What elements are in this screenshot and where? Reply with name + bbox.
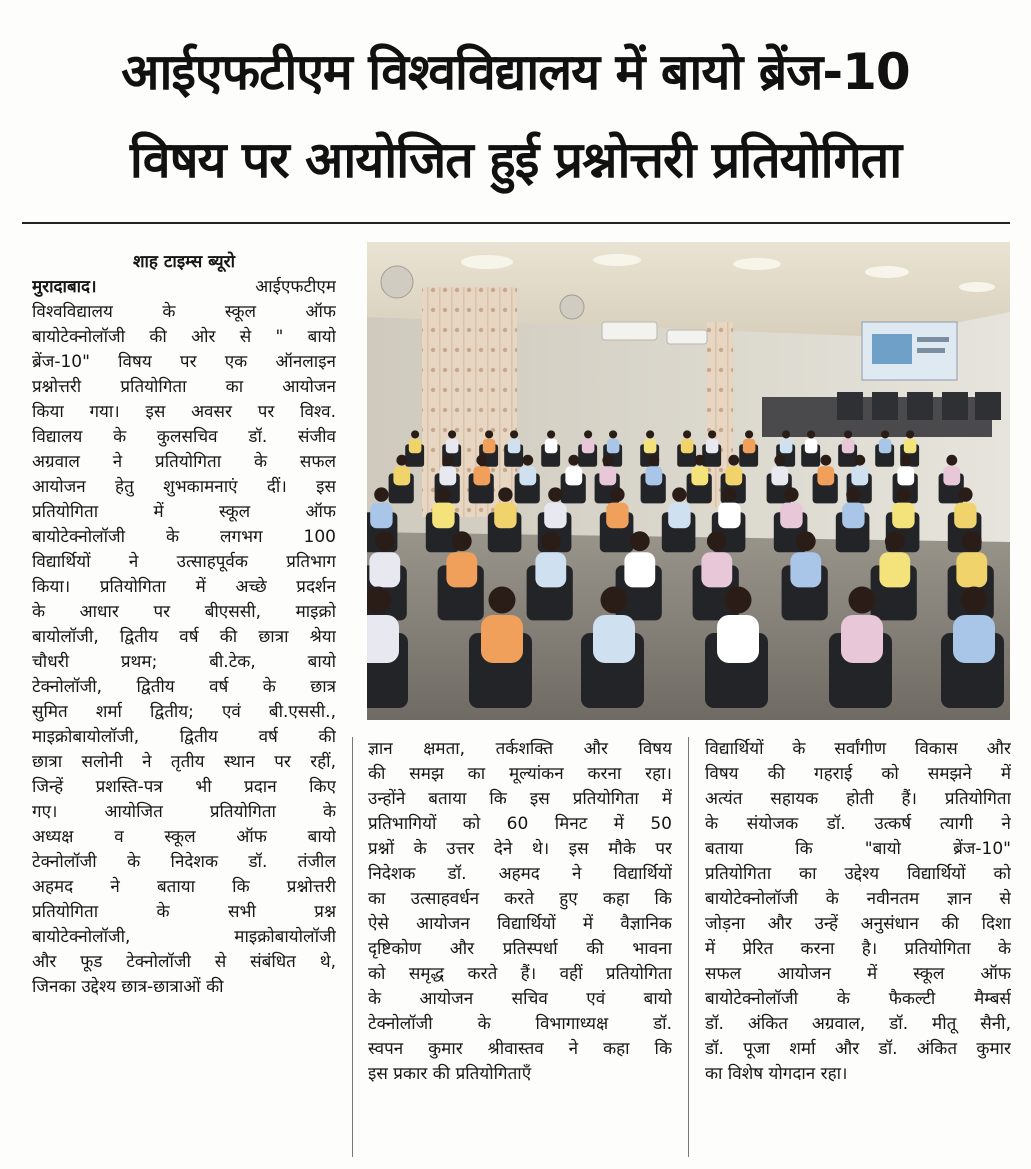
- byline: शाह टाइम्स ब्यूरो: [132, 252, 236, 272]
- article-line: जिनका उद्देश्य छात्र-छात्राओं की: [32, 977, 224, 997]
- headline-line-1: आईएफटीएम विश्वविद्यालय में बायो ब्रेंज-10: [121, 43, 910, 101]
- column-divider: [352, 737, 353, 1157]
- article-line: टेक्नोलॉजी के विभागाध्यक्ष डॉ.: [368, 1014, 672, 1034]
- article-line: उन्होंने बताया कि इस प्रतियोगिता में: [368, 789, 672, 809]
- article-line: चौधरी प्रथम; बी.टेक, बायो: [32, 652, 336, 672]
- article-line: प्रतियोगिता का उद्देश्य विद्यार्थियों को: [705, 864, 1011, 884]
- column-divider: [688, 737, 689, 1157]
- article-line: मुरादाबाद। आईएफटीएम: [32, 277, 336, 297]
- headline-rule: [22, 222, 1010, 224]
- column-2-text: [368, 737, 672, 1087]
- article-line: प्रतियोगिता के सभी प्रश्न: [32, 902, 336, 922]
- article-line: डॉ. अंकित अग्रवाल, डॉ. मीतू सैनी,: [705, 1014, 1011, 1034]
- column-1-text: [32, 275, 336, 1000]
- classroom-photo-illustration: [367, 242, 1010, 720]
- article-line: स्वपन कुमार श्रीवास्तव ने कहा कि: [368, 1039, 672, 1059]
- article-line: प्रतियोगिता में स्कूल ऑफ: [32, 502, 336, 522]
- article-line: प्रतिभागियों को 60 मिनट में 50: [368, 814, 672, 834]
- article-line: बताया कि "बायो ब्रेंज-10": [705, 839, 1011, 859]
- article-line: का विशेष योगदान रहा।: [705, 1064, 848, 1084]
- article-line: अहमद ने बताया कि प्रश्नोत्तरी: [32, 877, 336, 897]
- article-line: किया। प्रतियोगिता में अच्छे प्रदर्शन: [32, 577, 336, 597]
- article-line: निदेशक डॉ. अहमद ने विद्यार्थियों: [368, 864, 672, 884]
- article-line: जिन्हें प्रशस्ति-पत्र भी प्रदान किए: [32, 777, 336, 797]
- article-line: में प्रेरित करना है। प्रतियोगिता के: [705, 939, 1011, 959]
- article-line: ब्रेंज-10" विषय पर एक ऑनलाइन: [32, 352, 336, 372]
- article-line: और फूड टेक्नोलॉजी से संबंधित थे,: [32, 952, 336, 972]
- article-line: विश्वविद्यालय के स्कूल ऑफ: [32, 302, 336, 322]
- article-column-3: [705, 737, 1011, 1087]
- article-column-2: [368, 737, 672, 1087]
- article-line: के आयोजन सचिव एवं बायो: [368, 989, 672, 1009]
- article-line: बायोलॉजी, द्वितीय वर्ष की छात्रा श्रेया: [32, 627, 336, 647]
- event-photo: [367, 242, 1010, 720]
- article-line: ज्ञान क्षमता, तर्कशक्ति और विषय: [368, 739, 672, 759]
- column-3-text: [705, 737, 1011, 1087]
- article-line: इस प्रकार की प्रतियोगिताएँ: [368, 1064, 532, 1084]
- article-line: ऐसे आयोजन विद्यार्थियों में वैज्ञानिक: [368, 914, 672, 934]
- article-line: प्रश्नोत्तरी प्रतियोगिता का आयोजन: [32, 377, 336, 397]
- article-line: को समृद्ध करते हैं। वहीं प्रतियोगिता: [368, 964, 672, 984]
- article-line: अत्यंत सहायक होती हैं। प्रतियोगिता: [705, 789, 1011, 809]
- article-column-1: [32, 250, 336, 1000]
- article-line: विद्यार्थियों के सर्वांगीण विकास और: [705, 739, 1011, 759]
- article-line: विद्यार्थियों ने उत्साहपूर्वक प्रतिभाग: [32, 552, 336, 572]
- article-line: प्रश्नों के उत्तर देने थे। इस मौके पर: [368, 839, 672, 859]
- article-line: बायोटेक्नोलॉजी के फैकल्टी मैम्बर्स: [705, 989, 1011, 1009]
- article-line: दृष्टिकोण और प्रतिस्पर्धा की भावना: [368, 939, 672, 959]
- article-line: डॉ. पूजा शर्मा और डॉ. अंकित कुमार: [705, 1039, 1011, 1059]
- article-line: का उत्साहवर्धन करते हुए कहा कि: [368, 889, 672, 909]
- article-line: सफल आयोजन में स्कूल ऑफ: [705, 964, 1011, 984]
- article-line: माइक्रोबायोलॉजी, द्वितीय वर्ष की: [32, 727, 336, 747]
- article-line: बायोटेक्नोलॉजी, माइक्रोबायोलॉजी: [32, 927, 336, 947]
- article-line: विद्यालय के कुलसचिव डॉ. संजीव: [32, 427, 336, 447]
- article-line: आयोजन हेतु शुभकामनाएं दीं। इस: [32, 477, 336, 497]
- article-line: के आधार पर बीएससी, माइक्रो: [32, 602, 336, 622]
- article-line: छात्रा सलोनी ने तृतीय स्थान पर रहीं,: [32, 752, 336, 772]
- headline-line-2: विषय पर आयोजित हुई प्रश्नोत्तरी प्रतियोगिता: [129, 131, 902, 189]
- article-line: बायोटेक्नोलॉजी के लगभग 100: [32, 527, 336, 547]
- article-line: बायोटेक्नोलॉजी के नवीनतम ज्ञान से: [705, 889, 1011, 909]
- article-line: टेक्नोलॉजी के निदेशक डॉ. तंजील: [32, 852, 336, 872]
- article-line: गए। आयोजित प्रतियोगिता के: [32, 802, 336, 822]
- article-line: अग्रवाल ने प्रतियोगिता के सफल: [32, 452, 336, 472]
- article-line: अध्यक्ष व स्कूल ऑफ बायो: [32, 827, 336, 847]
- article-line: की समझ का मूल्यांकन करना रहा।: [368, 764, 672, 784]
- dateline: मुरादाबाद।: [32, 277, 256, 297]
- article-line: के संयोजक डॉ. उत्कर्ष त्यागी ने: [705, 814, 1011, 834]
- article-line: टेक्नोलॉजी, द्वितीय वर्ष के छात्र: [32, 677, 336, 697]
- article-line: किया गया। इस अवसर पर विश्व.: [32, 402, 336, 422]
- article-line: जोड़ना और उन्हें अनुसंधान की दिशा: [705, 914, 1011, 934]
- article-line: विषय की गहराई को समझने में: [705, 764, 1011, 784]
- article-line: सुमित शर्मा द्वितीय; एवं बी.एससी.,: [32, 702, 336, 722]
- article-line: बायोटेक्नोलॉजी की ओर से " बायो: [32, 327, 336, 347]
